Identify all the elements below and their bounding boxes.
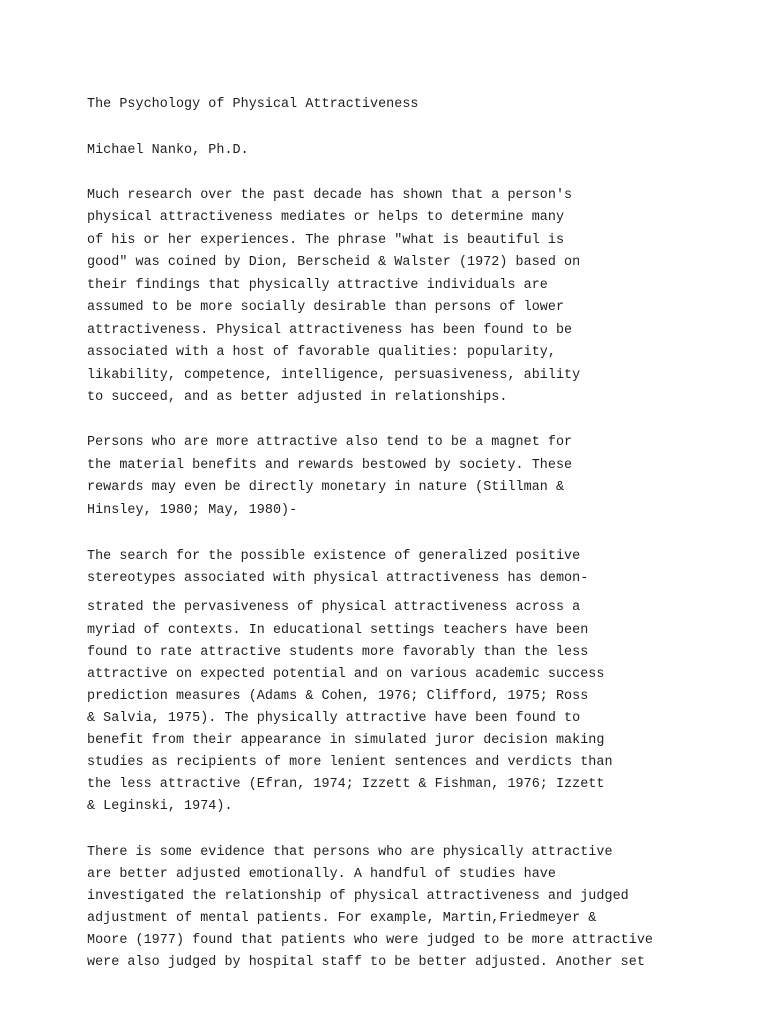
paragraph-3-line-12: & Leginski, 1974). <box>87 799 233 814</box>
paragraph-1-line-8: associated with a host of favorable qualities: popularity, <box>87 345 556 360</box>
paragraph-1-line-4: good" was coined by Dion, Berscheid & Walster (1972) based on <box>87 255 581 270</box>
paragraph-1-line-1: Much research over the past decade has shown that a person's <box>87 188 573 203</box>
paragraph-3-line-11: the less attractive (Efran, 1974; Izzett & Fishman, 1976; Izzett <box>87 777 605 792</box>
paragraph-4-line-3: investigated the relationship of physical attractiveness and judged <box>87 889 629 904</box>
paragraph-1-line-9: likability, competence, intelligence, persuasiveness, ability <box>87 368 581 383</box>
paragraph-2-line-4: Hinsley, 1980; May, 1980)- <box>87 503 298 518</box>
paragraph-3-line-4: myriad of contexts. In educational settings teachers have been <box>87 623 589 638</box>
paragraph-3-line-1: The search for the possible existence of generalized positive <box>87 549 581 564</box>
paragraph-3-line-10: studies as recipients of more lenient sentences and verdicts than <box>87 755 613 770</box>
paragraph-4-line-1: There is some evidence that persons who are physically attractive <box>87 845 613 860</box>
paragraph-2-line-3: rewards may even be directly monetary in nature (Stillman & <box>87 480 565 495</box>
paragraph-3-line-2: stereotypes associated with physical attractiveness has demon- <box>87 571 589 586</box>
document-author: Michael Nanko, Ph.D. <box>87 143 249 158</box>
paragraph-1-line-5: their findings that physically attractive individuals are <box>87 278 548 293</box>
paragraph-1-line-3: of his or her experiences. The phrase "what is beautiful is <box>87 233 565 248</box>
paragraph-3-line-6: attractive on expected potential and on various academic success <box>87 667 605 682</box>
paragraph-4-line-4: adjustment of mental patients. For example, Martin,Friedmeyer & <box>87 911 597 926</box>
paragraph-2-line-2: the material benefits and rewards bestowed by society. These <box>87 458 573 473</box>
paragraph-3-line-3: strated the pervasiveness of physical attractiveness across a <box>87 600 581 615</box>
paragraph-1-line-2: physical attractiveness mediates or helps to determine many <box>87 210 565 225</box>
paragraph-1-line-7: attractiveness. Physical attractiveness has been found to be <box>87 323 573 338</box>
paragraph-4-line-6: were also judged by hospital staff to be better adjusted. Another set <box>87 955 645 970</box>
paragraph-1-line-6: assumed to be more socially desirable than persons of lower <box>87 300 565 315</box>
paragraph-4-line-2: are better adjusted emotionally. A handful of studies have <box>87 867 556 882</box>
paragraph-3-line-9: benefit from their appearance in simulated juror decision making <box>87 733 605 748</box>
paragraph-2-line-1: Persons who are more attractive also tend to be a magnet for <box>87 435 573 450</box>
paragraph-4-line-5: Moore (1977) found that patients who were judged to be more attractive <box>87 933 653 948</box>
paragraph-3-line-5: found to rate attractive students more favorably than the less <box>87 645 589 660</box>
paragraph-3-line-8: & Salvia, 1975). The physically attractive have been found to <box>87 711 581 726</box>
document-title: The Psychology of Physical Attractiveness <box>87 97 419 112</box>
paragraph-3-line-7: prediction measures (Adams & Cohen, 1976; Clifford, 1975; Ross <box>87 689 589 704</box>
paragraph-1-line-10: to succeed, and as better adjusted in relationships. <box>87 390 508 405</box>
